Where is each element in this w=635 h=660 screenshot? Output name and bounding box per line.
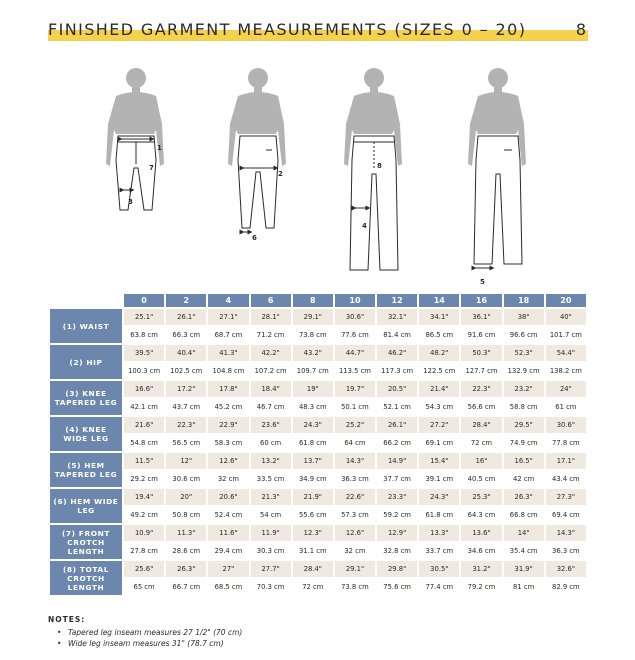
cell-inches: 20.6" xyxy=(208,489,248,505)
cell-cm: 56.5 cm xyxy=(166,435,206,451)
cell-cm: 46.7 cm xyxy=(251,399,291,415)
cell-cm: 57.3 cm xyxy=(335,507,375,523)
cell-cm: 66.2 cm xyxy=(377,435,417,451)
cell-inches: 13.7" xyxy=(293,453,333,469)
cell-inches: 17.8" xyxy=(208,381,248,397)
cell-cm: 31.1 cm xyxy=(293,543,333,559)
cell-inches: 29.5" xyxy=(504,417,544,433)
cell-cm: 74.9 cm xyxy=(504,435,544,451)
cell-cm: 68.5 cm xyxy=(208,579,248,595)
cell-cm: 54.8 cm xyxy=(124,435,164,451)
cell-inches: 22.3" xyxy=(461,381,501,397)
cell-cm: 54 cm xyxy=(251,507,291,523)
cell-cm: 33.7 cm xyxy=(419,543,459,559)
cell-inches: 14" xyxy=(504,525,544,541)
cell-cm: 30.6 cm xyxy=(166,471,206,487)
size-header: 0 xyxy=(124,294,164,307)
cell-cm: 75.6 cm xyxy=(377,579,417,595)
cell-inches: 28.4" xyxy=(293,561,333,577)
cell-inches: 27.3" xyxy=(546,489,586,505)
cell-cm: 50.1 cm xyxy=(335,399,375,415)
table-row-inches xyxy=(50,525,586,541)
cell-cm: 138.2 cm xyxy=(546,363,586,379)
cell-cm: 61.8 cm xyxy=(419,507,459,523)
cell-cm: 77.6 cm xyxy=(335,327,375,343)
size-header: 6 xyxy=(251,294,291,307)
figure-label-5: 5 xyxy=(480,278,485,286)
table-row-cm xyxy=(50,435,586,451)
size-header: 10 xyxy=(335,294,375,307)
table-row-cm xyxy=(50,579,586,595)
size-header: 4 xyxy=(208,294,248,307)
cell-cm: 64 cm xyxy=(335,435,375,451)
cell-inches: 11.3" xyxy=(166,525,206,541)
figure-label-8: 8 xyxy=(377,162,382,170)
cell-inches: 22.9" xyxy=(208,417,248,433)
cell-cm: 52.1 cm xyxy=(377,399,417,415)
cell-inches: 13.3" xyxy=(419,525,459,541)
measurement-label: (8) TOTAL CROTCH LENGTH xyxy=(50,561,122,595)
cell-inches: 12.9" xyxy=(377,525,417,541)
cell-inches: 25.2" xyxy=(335,417,375,433)
measurement-label: (3) KNEE TAPERED LEG xyxy=(50,381,122,415)
measurements-table-wrap xyxy=(48,292,588,597)
cell-cm: 104.8 cm xyxy=(208,363,248,379)
cell-inches: 40" xyxy=(546,309,586,325)
cell-inches: 40.4" xyxy=(166,345,206,361)
cell-cm: 66.7 cm xyxy=(166,579,206,595)
cell-cm: 42 cm xyxy=(504,471,544,487)
cell-inches: 25.6" xyxy=(124,561,164,577)
cell-inches: 13.2" xyxy=(251,453,291,469)
cell-inches: 46.2" xyxy=(377,345,417,361)
cell-inches: 54.4" xyxy=(546,345,586,361)
figure-back-wide xyxy=(468,68,526,286)
cell-inches: 48.2" xyxy=(419,345,459,361)
cell-cm: 32 cm xyxy=(335,543,375,559)
cell-cm: 58.8 cm xyxy=(504,399,544,415)
cell-cm: 72 cm xyxy=(461,435,501,451)
cell-inches: 30.6" xyxy=(335,309,375,325)
figure-front-wide xyxy=(344,68,402,270)
size-header: 20 xyxy=(546,294,586,307)
table-row-cm xyxy=(50,507,586,523)
cell-inches: 36.1" xyxy=(461,309,501,325)
cell-cm: 132.9 cm xyxy=(504,363,544,379)
note-item: • Wide leg inseam measures 31" (78.7 cm) xyxy=(48,638,588,649)
cell-inches: 52.3" xyxy=(504,345,544,361)
figure-label-6: 6 xyxy=(252,234,257,242)
cell-cm: 27.8 cm xyxy=(124,543,164,559)
cell-inches: 39.5" xyxy=(124,345,164,361)
cell-cm: 82.9 cm xyxy=(546,579,586,595)
cell-cm: 109.7 cm xyxy=(293,363,333,379)
cell-inches: 11.6" xyxy=(208,525,248,541)
cell-cm: 37.7 cm xyxy=(377,471,417,487)
cell-cm: 29.2 cm xyxy=(124,471,164,487)
cell-cm: 63.8 cm xyxy=(124,327,164,343)
cell-cm: 101.7 cm xyxy=(546,327,586,343)
cell-inches: 22.6" xyxy=(335,489,375,505)
cell-cm: 29.4 cm xyxy=(208,543,248,559)
cell-cm: 61 cm xyxy=(546,399,586,415)
cell-inches: 30.6" xyxy=(546,417,586,433)
cell-cm: 34.9 cm xyxy=(293,471,333,487)
cell-cm: 36.3 cm xyxy=(335,471,375,487)
table-row-inches xyxy=(50,489,586,505)
cell-inches: 50.3" xyxy=(461,345,501,361)
table-row-inches xyxy=(50,417,586,433)
cell-inches: 24" xyxy=(546,381,586,397)
cell-cm: 48.3 cm xyxy=(293,399,333,415)
measurement-label: (2) HIP xyxy=(50,345,122,379)
table-row-cm xyxy=(50,363,586,379)
cell-cm: 35.4 cm xyxy=(504,543,544,559)
size-header: 18 xyxy=(504,294,544,307)
cell-inches: 14.9" xyxy=(377,453,417,469)
cell-inches: 28.1" xyxy=(251,309,291,325)
cell-inches: 22.3" xyxy=(166,417,206,433)
cell-inches: 30.5" xyxy=(419,561,459,577)
cell-cm: 107.2 cm xyxy=(251,363,291,379)
cell-cm: 39.1 cm xyxy=(419,471,459,487)
cell-cm: 79.2 cm xyxy=(461,579,501,595)
cell-cm: 69.4 cm xyxy=(546,507,586,523)
cell-cm: 56.6 cm xyxy=(461,399,501,415)
table-row-inches xyxy=(50,453,586,469)
table-row-inches xyxy=(50,381,586,397)
cell-inches: 29.8" xyxy=(377,561,417,577)
table-row-inches xyxy=(50,345,586,361)
cell-inches: 14.3" xyxy=(335,453,375,469)
cell-inches: 17.2" xyxy=(166,381,206,397)
cell-cm: 72 cm xyxy=(293,579,333,595)
measurements-table xyxy=(48,292,588,597)
cell-inches: 26.3" xyxy=(166,561,206,577)
cell-cm: 60 cm xyxy=(251,435,291,451)
table-corner xyxy=(50,294,122,307)
cell-inches: 27.1" xyxy=(208,309,248,325)
cell-cm: 64.3 cm xyxy=(461,507,501,523)
cell-cm: 58.3 cm xyxy=(208,435,248,451)
cell-inches: 23.3" xyxy=(377,489,417,505)
cell-cm: 43.7 cm xyxy=(166,399,206,415)
figure-label-1: 1 xyxy=(157,144,162,152)
cell-inches: 29.1" xyxy=(293,309,333,325)
cell-inches: 14.3" xyxy=(546,525,586,541)
table-row-inches xyxy=(50,561,586,577)
cell-inches: 17.1" xyxy=(546,453,586,469)
cell-cm: 42.1 cm xyxy=(124,399,164,415)
figure-front-tapered xyxy=(106,68,164,210)
cell-inches: 19.7" xyxy=(335,381,375,397)
cell-inches: 12.6" xyxy=(208,453,248,469)
cell-inches: 44.7" xyxy=(335,345,375,361)
cell-inches: 20.5" xyxy=(377,381,417,397)
cell-inches: 32.1" xyxy=(377,309,417,325)
cell-cm: 81 cm xyxy=(504,579,544,595)
cell-inches: 27.7" xyxy=(251,561,291,577)
cell-inches: 21.9" xyxy=(293,489,333,505)
cell-cm: 50.8 cm xyxy=(166,507,206,523)
cell-cm: 68.7 cm xyxy=(208,327,248,343)
cell-cm: 66.3 cm xyxy=(166,327,206,343)
table-row-cm xyxy=(50,543,586,559)
cell-cm: 49.2 cm xyxy=(124,507,164,523)
cell-inches: 16.5" xyxy=(504,453,544,469)
cell-inches: 29.1" xyxy=(335,561,375,577)
cell-inches: 12" xyxy=(166,453,206,469)
cell-cm: 65 cm xyxy=(124,579,164,595)
cell-cm: 45.2 cm xyxy=(208,399,248,415)
cell-inches: 20" xyxy=(166,489,206,505)
measurement-label: (5) HEM TAPERED LEG xyxy=(50,453,122,487)
cell-inches: 16" xyxy=(461,453,501,469)
cell-cm: 122.5 cm xyxy=(419,363,459,379)
cell-inches: 16.6" xyxy=(124,381,164,397)
notes-title: NOTES: xyxy=(48,615,86,624)
cell-cm: 127.7 cm xyxy=(461,363,501,379)
cell-cm: 77.8 cm xyxy=(546,435,586,451)
cell-inches: 31.9" xyxy=(504,561,544,577)
garment-figures xyxy=(100,64,540,290)
measurement-label: (7) FRONT CROTCH LENGTH xyxy=(50,525,122,559)
cell-cm: 32.8 cm xyxy=(377,543,417,559)
cell-cm: 102.5 cm xyxy=(166,363,206,379)
cell-inches: 23.6" xyxy=(251,417,291,433)
table-row-cm xyxy=(50,327,586,343)
cell-inches: 27" xyxy=(208,561,248,577)
cell-cm: 117.3 cm xyxy=(377,363,417,379)
cell-inches: 15.4" xyxy=(419,453,459,469)
cell-cm: 69.1 cm xyxy=(419,435,459,451)
cell-inches: 26.1" xyxy=(377,417,417,433)
cell-inches: 18.4" xyxy=(251,381,291,397)
cell-cm: 55.6 cm xyxy=(293,507,333,523)
cell-inches: 43.2" xyxy=(293,345,333,361)
cell-inches: 19.4" xyxy=(124,489,164,505)
cell-inches: 21.6" xyxy=(124,417,164,433)
cell-inches: 11.9" xyxy=(251,525,291,541)
measurement-label: (6) HEM WIDE LEG xyxy=(50,489,122,523)
cell-inches: 26.1" xyxy=(166,309,206,325)
cell-inches: 42.2" xyxy=(251,345,291,361)
measurement-label: (1) WAIST xyxy=(50,309,122,343)
cell-cm: 34.6 cm xyxy=(461,543,501,559)
size-header: 12 xyxy=(377,294,417,307)
cell-inches: 21.3" xyxy=(251,489,291,505)
cell-cm: 59.2 cm xyxy=(377,507,417,523)
cell-inches: 38" xyxy=(504,309,544,325)
cell-inches: 26.3" xyxy=(504,489,544,505)
cell-inches: 27.2" xyxy=(419,417,459,433)
cell-inches: 21.4" xyxy=(419,381,459,397)
cell-cm: 40.5 cm xyxy=(461,471,501,487)
cell-inches: 25.1" xyxy=(124,309,164,325)
cell-cm: 73.8 cm xyxy=(335,579,375,595)
notes-section xyxy=(48,615,588,649)
size-header: 16 xyxy=(461,294,501,307)
figure-label-3: 3 xyxy=(128,198,133,206)
cell-cm: 28.6 cm xyxy=(166,543,206,559)
cell-inches: 28.4" xyxy=(461,417,501,433)
cell-inches: 34.1" xyxy=(419,309,459,325)
cell-cm: 81.4 cm xyxy=(377,327,417,343)
cell-inches: 10.9" xyxy=(124,525,164,541)
cell-cm: 61.8 cm xyxy=(293,435,333,451)
cell-cm: 70.3 cm xyxy=(251,579,291,595)
cell-cm: 66.8 cm xyxy=(504,507,544,523)
cell-cm: 36.3 cm xyxy=(546,543,586,559)
page-title: FINISHED GARMENT MEASUREMENTS (SIZES 0 – 20) xyxy=(48,20,527,39)
cell-inches: 24.3" xyxy=(293,417,333,433)
cell-cm: 43.4 cm xyxy=(546,471,586,487)
cell-cm: 71.2 cm xyxy=(251,327,291,343)
cell-inches: 23.2" xyxy=(504,381,544,397)
note-item: • Tapered leg inseam measures 27 1/2" (70 cm) xyxy=(48,627,588,638)
cell-inches: 12.6" xyxy=(335,525,375,541)
table-body xyxy=(50,309,586,595)
cell-inches: 32.6" xyxy=(546,561,586,577)
cell-cm: 33.5 cm xyxy=(251,471,291,487)
cell-cm: 113.5 cm xyxy=(335,363,375,379)
page-header xyxy=(48,20,588,44)
cell-inches: 24.3" xyxy=(419,489,459,505)
figure-label-4: 4 xyxy=(362,222,367,230)
cell-cm: 86.5 cm xyxy=(419,327,459,343)
cell-cm: 52.4 cm xyxy=(208,507,248,523)
figure-back-tapered xyxy=(228,68,286,242)
cell-inches: 11.5" xyxy=(124,453,164,469)
cell-inches: 12.3" xyxy=(293,525,333,541)
cell-cm: 32 cm xyxy=(208,471,248,487)
cell-inches: 13.6" xyxy=(461,525,501,541)
cell-inches: 19" xyxy=(293,381,333,397)
cell-cm: 54.3 cm xyxy=(419,399,459,415)
cell-cm: 96.6 cm xyxy=(504,327,544,343)
cell-inches: 41.3" xyxy=(208,345,248,361)
cell-cm: 73.8 cm xyxy=(293,327,333,343)
figure-label-7: 7 xyxy=(149,164,154,172)
cell-inches: 31.2" xyxy=(461,561,501,577)
table-row-cm xyxy=(50,399,586,415)
table-row-cm xyxy=(50,471,586,487)
figure-label-2: 2 xyxy=(278,170,283,178)
size-header: 14 xyxy=(419,294,459,307)
cell-cm: 100.3 cm xyxy=(124,363,164,379)
cell-inches: 25.3" xyxy=(461,489,501,505)
measurement-label: (4) KNEE WIDE LEG xyxy=(50,417,122,451)
size-header: 8 xyxy=(293,294,333,307)
table-row-inches xyxy=(50,309,586,325)
cell-cm: 30.3 cm xyxy=(251,543,291,559)
size-header-row xyxy=(50,294,586,307)
cell-cm: 91.6 cm xyxy=(461,327,501,343)
page-number: 8 xyxy=(575,20,586,39)
cell-cm: 77.4 cm xyxy=(419,579,459,595)
size-header: 2 xyxy=(166,294,206,307)
